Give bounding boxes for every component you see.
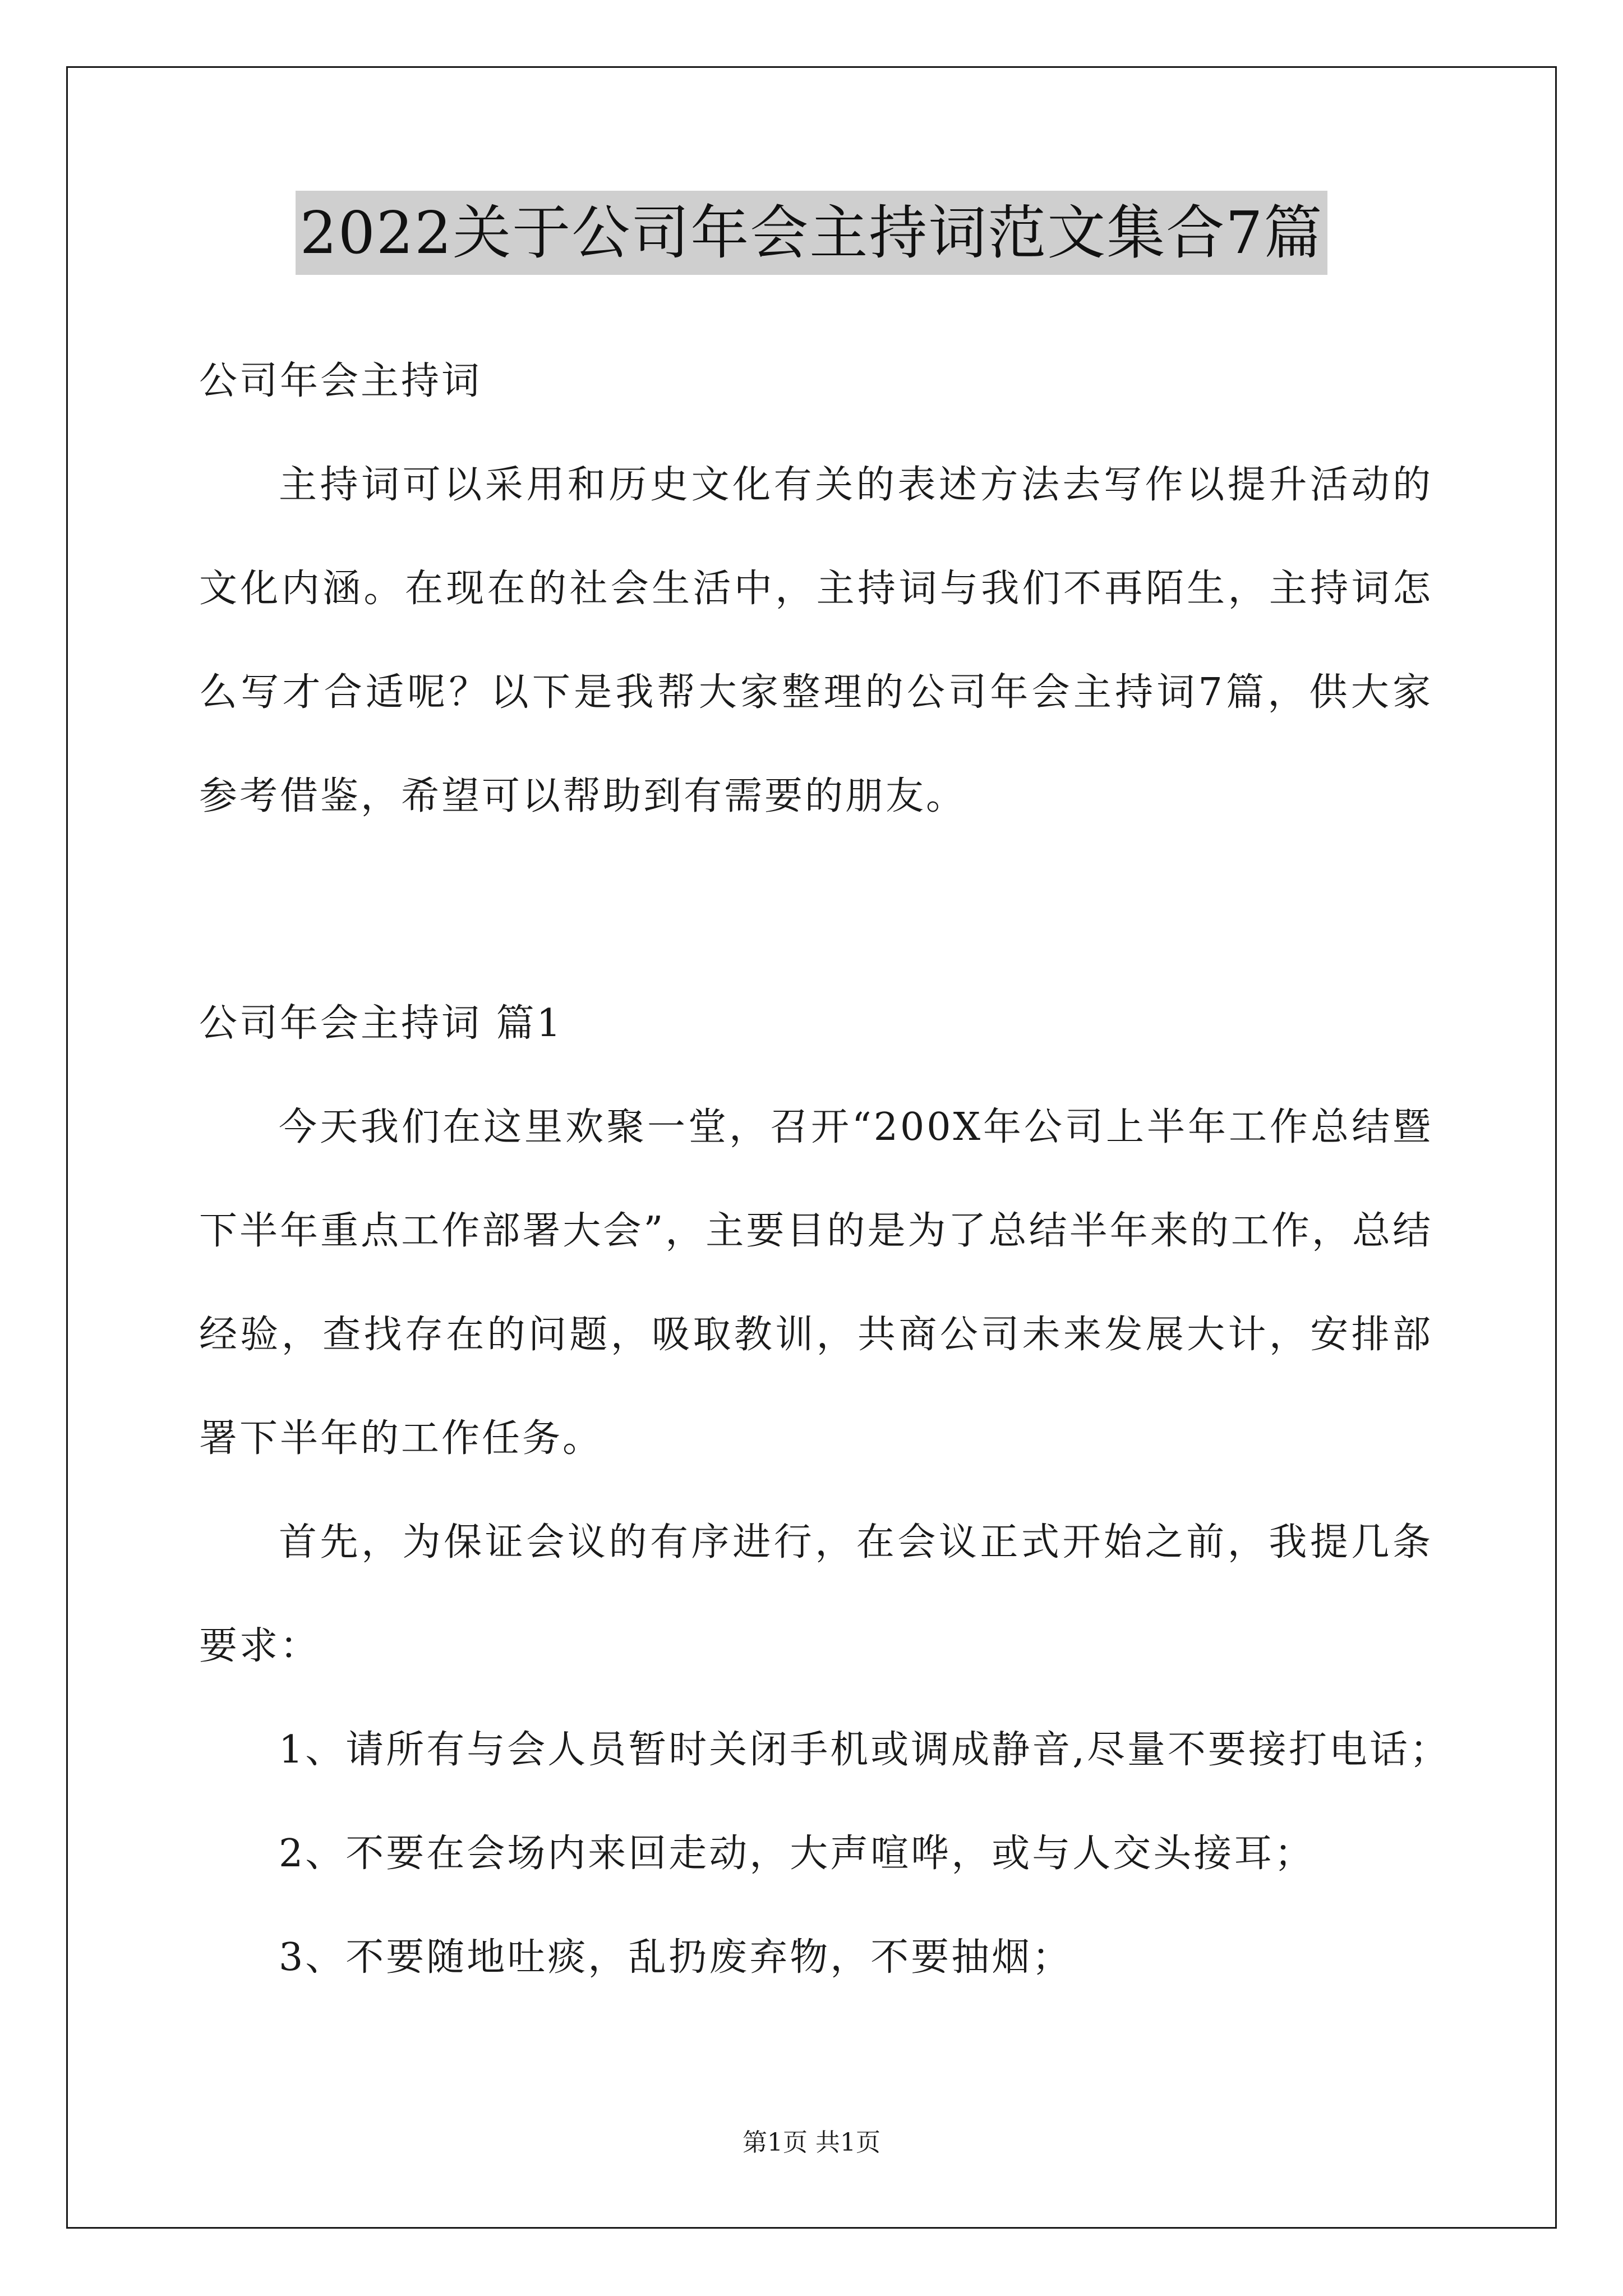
section1-heading: 公司年会主持词 篇1 — [199, 1001, 563, 1046]
section1-paragraph1-line: 下半年重点工作部署大会”，主要目的是为了总结半年来的工作，总结 — [199, 1209, 1433, 1253]
intro-heading: 公司年会主持词 — [199, 359, 482, 403]
section1-paragraph1-line: 经验，查找存在的问题，吸取教训，共商公司未来发展大计，安排部 — [199, 1313, 1433, 1357]
intro-paragraph-line: 主持词可以采用和历史文化有关的表述方法去写作以提升活动的 — [279, 463, 1433, 507]
title-container — [0, 191, 1623, 275]
rule-item-1: 1、请所有与会人员暂时关闭手机或调成静音,尽量不要接打电话； — [279, 1728, 1450, 1772]
page-footer: 第1页 共1页 — [743, 2128, 880, 2157]
section1-paragraph1-line: 今天我们在这里欢聚一堂，召开“200X年公司上半年工作总结暨 — [279, 1105, 1433, 1149]
document-title: 2022关于公司年会主持词范文集合7篇 — [296, 191, 1328, 275]
section1-paragraph2-line: 首先，为保证会议的有序进行，在会议正式开始之前，我提几条 — [279, 1520, 1433, 1565]
intro-paragraph-line: 参考借鉴，希望可以帮助到有需要的朋友。 — [199, 774, 967, 818]
rule-item-2: 2、不要在会场内来回走动，大声喧哗，或与人交头接耳； — [279, 1832, 1315, 1876]
section1-paragraph1-line: 署下半年的工作任务。 — [199, 1416, 603, 1461]
section1-paragraph2-line: 要求： — [199, 1624, 321, 1668]
intro-paragraph-line: 文化内涵。在现在的社会生活中，主持词与我们不再陌生，主持词怎 — [199, 567, 1433, 611]
rule-item-3: 3、不要随地吐痰，乱扔废弃物，不要抽烟； — [279, 1935, 1073, 1980]
intro-paragraph-line: 么写才合适呢？以下是我帮大家整理的公司年会主持词7篇，供大家 — [199, 670, 1433, 715]
